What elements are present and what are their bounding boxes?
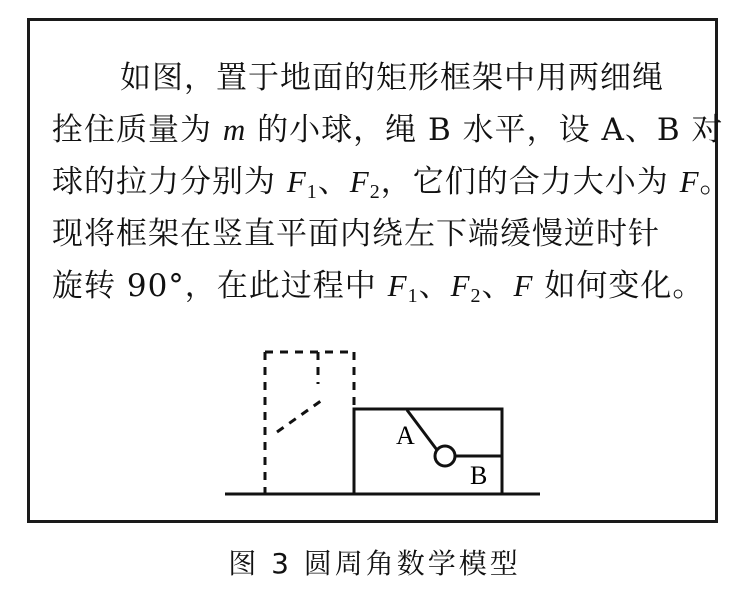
text-segment: 如图，置于地面的矩形框架中用两细绳 — [120, 60, 664, 96]
text-segment: 。 — [699, 164, 732, 200]
text-segment: 如何变化。 — [533, 268, 705, 304]
force-f: F — [679, 164, 700, 199]
problem-line-4 — [52, 208, 708, 260]
text-segment: ，它们的合力大小为 — [380, 164, 680, 200]
problem-line-5 — [52, 260, 708, 312]
problem-line-1 — [52, 52, 708, 104]
mass-symbol: m — [222, 112, 247, 147]
force-f1: $F_1$ — [387, 268, 419, 307]
force-f2: $F_2$ — [450, 268, 482, 307]
text-segment: 拴住质量为 — [52, 112, 223, 148]
text-segment: 、 — [418, 268, 451, 304]
force-f: F — [513, 268, 534, 303]
problem-line-2 — [52, 104, 724, 156]
text-segment: 旋转 90°，在此过程中 — [52, 268, 388, 304]
frame-diagram — [215, 340, 545, 505]
text-segment: 球的拉力分别为 — [52, 164, 287, 200]
text-segment: 现将框架在竖直平面内绕左下端缓慢逆时针 — [52, 216, 660, 252]
text-segment: 、 — [481, 268, 514, 304]
label-a: A — [396, 421, 415, 450]
problem-line-3 — [52, 156, 732, 208]
force-f2: $F_2$ — [349, 164, 381, 203]
problem-text — [52, 52, 732, 312]
ball — [435, 446, 455, 466]
force-f1: $F_1$ — [286, 164, 318, 203]
text-segment: 的小球，绳 B 水平，设 A、B 对 — [246, 112, 724, 148]
figure-caption: 图 3 圆周角数学模型 — [228, 547, 521, 580]
rotated-rope-a — [277, 398, 325, 432]
label-b: B — [470, 461, 488, 490]
text-segment: 、 — [317, 164, 350, 200]
